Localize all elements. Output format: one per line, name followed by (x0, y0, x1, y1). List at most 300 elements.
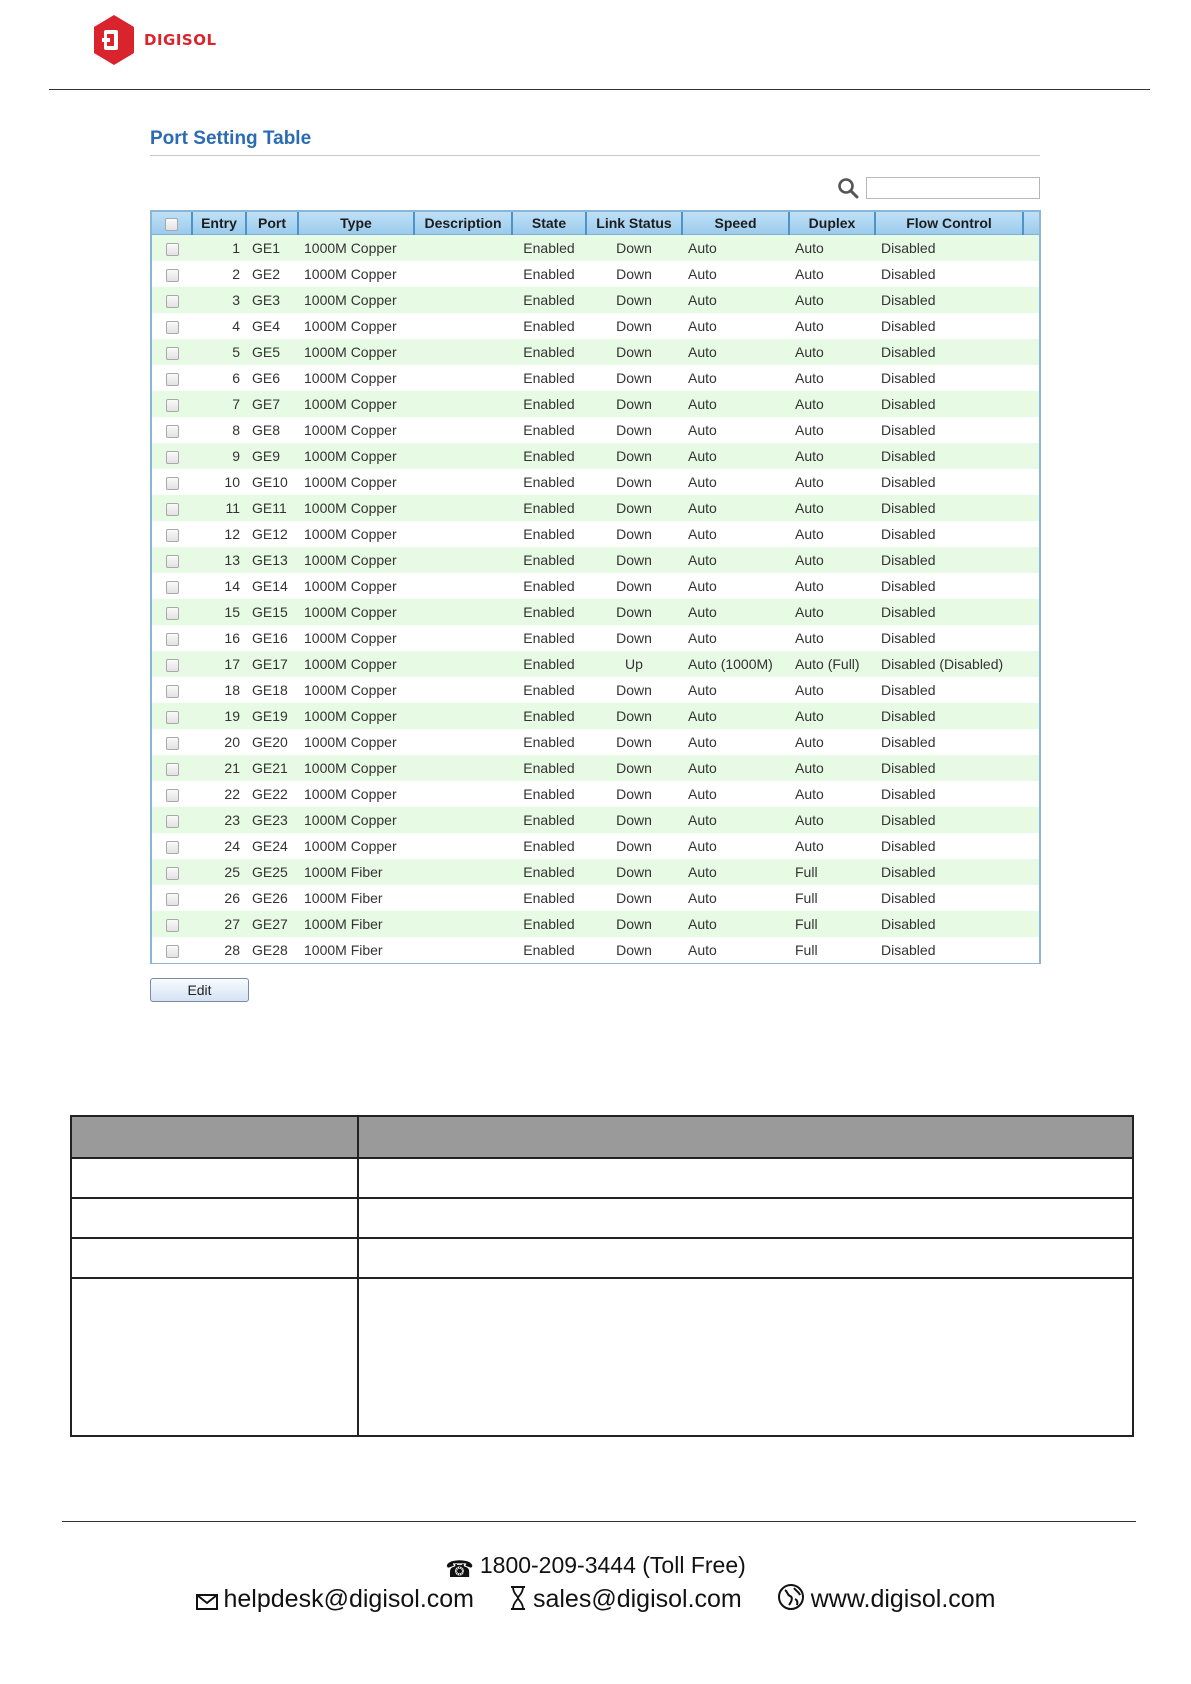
table-row[interactable] (152, 235, 1039, 262)
cell-port: GE23 (246, 807, 298, 833)
row-checkbox[interactable] (166, 295, 179, 308)
cell-entry: 5 (192, 339, 246, 365)
row-checkbox-cell (152, 573, 192, 599)
cell-duplex: Auto (789, 755, 875, 781)
cell-flow-control: Disabled (875, 443, 1023, 469)
cell-link-status: Down (586, 573, 682, 599)
table-row[interactable] (152, 729, 1039, 755)
description-cell (71, 1198, 358, 1238)
cell-type: 1000M Copper (298, 651, 414, 677)
table-row[interactable] (152, 703, 1039, 729)
cell-port: GE9 (246, 443, 298, 469)
cell-description (414, 365, 512, 391)
cell-duplex: Auto (789, 677, 875, 703)
edit-button[interactable]: Edit (150, 978, 249, 1002)
cell-speed: Auto (682, 573, 789, 599)
cell-state: Enabled (512, 729, 586, 755)
cell-duplex: Auto (789, 469, 875, 495)
row-checkbox-cell (152, 443, 192, 469)
table-row[interactable] (152, 911, 1039, 937)
row-checkbox-cell (152, 365, 192, 391)
cell-description (414, 885, 512, 911)
row-checkbox-cell (152, 235, 192, 262)
cell-state: Enabled (512, 807, 586, 833)
cell-entry: 20 (192, 729, 246, 755)
cell-filler (1023, 651, 1039, 677)
cell-state: Enabled (512, 391, 586, 417)
cell-filler (1023, 677, 1039, 703)
row-checkbox[interactable] (166, 581, 179, 594)
row-checkbox-cell (152, 703, 192, 729)
cell-duplex: Auto (789, 547, 875, 573)
cell-speed: Auto (682, 495, 789, 521)
cell-speed: Auto (682, 391, 789, 417)
cell-duplex: Auto (789, 391, 875, 417)
cell-flow-control: Disabled (875, 261, 1023, 287)
row-checkbox[interactable] (166, 737, 179, 750)
cell-filler (1023, 235, 1039, 262)
cell-filler (1023, 911, 1039, 937)
table-row[interactable] (152, 833, 1039, 859)
cell-filler (1023, 469, 1039, 495)
row-checkbox-cell (152, 859, 192, 885)
cell-filler (1023, 495, 1039, 521)
cell-flow-control: Disabled (875, 781, 1023, 807)
cell-link-status: Down (586, 729, 682, 755)
cell-state: Enabled (512, 287, 586, 313)
cell-flow-control: Disabled (875, 885, 1023, 911)
cell-filler (1023, 859, 1039, 885)
table-row[interactable] (152, 807, 1039, 833)
digisol-logo (92, 14, 217, 66)
mail-icon (196, 1593, 218, 1611)
row-checkbox[interactable] (166, 633, 179, 646)
cell-duplex: Auto (789, 495, 875, 521)
table-row[interactable] (152, 469, 1039, 495)
table-row[interactable] (152, 443, 1039, 469)
table-row[interactable] (152, 599, 1039, 625)
cell-state: Enabled (512, 911, 586, 937)
phone-icon: ☎ (445, 1556, 474, 1582)
description-table-row (71, 1198, 1133, 1238)
row-checkbox-cell (152, 625, 192, 651)
cell-description (414, 807, 512, 833)
cell-port: GE6 (246, 365, 298, 391)
row-checkbox[interactable] (166, 399, 179, 412)
cell-speed: Auto (682, 417, 789, 443)
cell-speed: Auto (682, 625, 789, 651)
table-row[interactable] (152, 261, 1039, 287)
row-checkbox[interactable] (166, 321, 179, 334)
cell-flow-control: Disabled (875, 235, 1023, 262)
cell-link-status: Down (586, 469, 682, 495)
column-header-state[interactable]: State (512, 212, 586, 235)
cell-link-status: Down (586, 807, 682, 833)
row-checkbox[interactable] (166, 607, 179, 620)
column-header-duplex[interactable]: Duplex (789, 212, 875, 235)
table-row[interactable] (152, 417, 1039, 443)
table-row[interactable] (152, 755, 1039, 781)
cell-flow-control: Disabled (875, 729, 1023, 755)
cell-flow-control: Disabled (875, 521, 1023, 547)
cell-link-status: Down (586, 365, 682, 391)
globe-icon (777, 1583, 805, 1611)
cell-entry: 26 (192, 885, 246, 911)
row-checkbox-cell (152, 521, 192, 547)
row-checkbox[interactable] (166, 243, 179, 256)
cell-type: 1000M Copper (298, 781, 414, 807)
cell-duplex: Full (789, 859, 875, 885)
footer-website (777, 1583, 996, 1614)
cell-link-status: Down (586, 885, 682, 911)
cell-flow-control: Disabled (875, 339, 1023, 365)
description-header-cell (358, 1116, 1133, 1158)
cell-entry: 11 (192, 495, 246, 521)
cell-type: 1000M Copper (298, 521, 414, 547)
cell-filler (1023, 729, 1039, 755)
cell-type: 1000M Copper (298, 443, 414, 469)
cell-description (414, 833, 512, 859)
row-checkbox-cell (152, 261, 192, 287)
cell-description (414, 781, 512, 807)
cell-filler (1023, 807, 1039, 833)
digisol-logo-icon (92, 14, 136, 66)
table-row[interactable] (152, 573, 1039, 599)
cell-port: GE3 (246, 287, 298, 313)
row-checkbox[interactable] (166, 711, 179, 724)
cell-state: Enabled (512, 885, 586, 911)
cell-state: Enabled (512, 781, 586, 807)
cell-flow-control: Disabled (875, 495, 1023, 521)
cell-description (414, 469, 512, 495)
cell-state: Enabled (512, 417, 586, 443)
cell-entry: 4 (192, 313, 246, 339)
cell-link-status: Down (586, 443, 682, 469)
row-checkbox[interactable] (166, 529, 179, 542)
cell-entry: 13 (192, 547, 246, 573)
cell-description (414, 443, 512, 469)
table-row[interactable] (152, 495, 1039, 521)
cell-port: GE20 (246, 729, 298, 755)
row-checkbox[interactable] (166, 425, 179, 438)
description-header-cell (71, 1116, 358, 1158)
column-header-type[interactable]: Type (298, 212, 414, 235)
cell-entry: 7 (192, 391, 246, 417)
cell-port: GE22 (246, 781, 298, 807)
cell-duplex: Auto (789, 417, 875, 443)
cell-port: GE4 (246, 313, 298, 339)
cell-duplex: Full (789, 911, 875, 937)
cell-type: 1000M Copper (298, 287, 414, 313)
table-row[interactable] (152, 651, 1039, 677)
row-checkbox[interactable] (166, 659, 179, 672)
cell-duplex: Auto (789, 781, 875, 807)
cell-duplex: Auto (789, 807, 875, 833)
cell-description (414, 547, 512, 573)
cell-duplex: Auto (789, 521, 875, 547)
row-checkbox[interactable] (166, 763, 179, 776)
table-row[interactable] (152, 339, 1039, 365)
cell-entry: 16 (192, 625, 246, 651)
cell-speed: Auto (682, 807, 789, 833)
cell-port: GE5 (246, 339, 298, 365)
row-checkbox-cell (152, 833, 192, 859)
row-checkbox[interactable] (166, 893, 179, 906)
cell-speed: Auto (682, 885, 789, 911)
search-icon[interactable] (836, 176, 860, 200)
cell-state: Enabled (512, 651, 586, 677)
cell-filler (1023, 937, 1039, 963)
cell-type: 1000M Copper (298, 729, 414, 755)
cell-type: 1000M Fiber (298, 859, 414, 885)
cell-state: Enabled (512, 443, 586, 469)
cell-port: GE25 (246, 859, 298, 885)
table-row[interactable] (152, 885, 1039, 911)
description-cell (71, 1158, 358, 1198)
row-checkbox[interactable] (166, 841, 179, 854)
cell-link-status: Down (586, 833, 682, 859)
table-row[interactable] (152, 859, 1039, 885)
description-cell (358, 1158, 1133, 1198)
row-checkbox[interactable] (166, 269, 179, 282)
table-row[interactable] (152, 391, 1039, 417)
row-checkbox[interactable] (166, 451, 179, 464)
cell-state: Enabled (512, 599, 586, 625)
table-row[interactable] (152, 365, 1039, 391)
cell-flow-control: Disabled (875, 469, 1023, 495)
footer-phone (0, 1552, 1191, 1583)
cell-link-status: Down (586, 313, 682, 339)
cell-flow-control: Disabled (875, 911, 1023, 937)
cell-link-status: Down (586, 521, 682, 547)
cell-type: 1000M Copper (298, 495, 414, 521)
footer-sales (509, 1585, 742, 1614)
table-header-row (152, 212, 1039, 235)
table-row[interactable] (152, 547, 1039, 573)
cell-state: Enabled (512, 625, 586, 651)
cell-link-status: Down (586, 781, 682, 807)
website-link[interactable]: www.digisol.com (810, 1585, 996, 1613)
cell-entry: 9 (192, 443, 246, 469)
cell-description (414, 339, 512, 365)
cell-type: 1000M Copper (298, 573, 414, 599)
description-table-row (71, 1158, 1133, 1198)
table-row[interactable] (152, 287, 1039, 313)
column-header-link-status[interactable]: Link Status (586, 212, 682, 235)
cell-description (414, 625, 512, 651)
cell-duplex: Auto (789, 625, 875, 651)
row-checkbox-cell (152, 391, 192, 417)
cell-flow-control: Disabled (875, 573, 1023, 599)
cell-type: 1000M Copper (298, 339, 414, 365)
cell-entry: 17 (192, 651, 246, 677)
cell-entry: 22 (192, 781, 246, 807)
cell-speed: Auto (682, 677, 789, 703)
description-table-row (71, 1238, 1133, 1278)
column-header-entry[interactable]: Entry (192, 212, 246, 235)
cell-flow-control: Disabled (875, 833, 1023, 859)
footer-contacts (0, 1583, 1191, 1614)
row-checkbox-cell (152, 599, 192, 625)
cell-entry: 24 (192, 833, 246, 859)
row-checkbox-cell (152, 339, 192, 365)
cell-link-status: Down (586, 599, 682, 625)
cell-duplex: Auto (789, 729, 875, 755)
cell-entry: 21 (192, 755, 246, 781)
cell-link-status: Down (586, 911, 682, 937)
row-checkbox[interactable] (166, 477, 179, 490)
cell-link-status: Down (586, 339, 682, 365)
cell-type: 1000M Fiber (298, 885, 414, 911)
hourglass-icon (509, 1585, 527, 1611)
cell-state: Enabled (512, 261, 586, 287)
cell-entry: 8 (192, 417, 246, 443)
cell-speed: Auto (682, 833, 789, 859)
cell-duplex: Auto (789, 443, 875, 469)
cell-filler (1023, 313, 1039, 339)
cell-duplex: Auto (789, 703, 875, 729)
logo-text: DIGISOL (144, 31, 217, 49)
row-checkbox[interactable] (166, 555, 179, 568)
cell-speed: Auto (682, 339, 789, 365)
row-checkbox-cell (152, 417, 192, 443)
cell-entry: 1 (192, 235, 246, 262)
cell-speed: Auto (682, 469, 789, 495)
row-checkbox[interactable] (166, 503, 179, 516)
helpdesk-email[interactable]: helpdesk@digisol.com (223, 1585, 475, 1613)
cell-filler (1023, 755, 1039, 781)
row-checkbox[interactable] (166, 373, 179, 386)
cell-state: Enabled (512, 313, 586, 339)
cell-port: GE12 (246, 521, 298, 547)
cell-description (414, 417, 512, 443)
row-checkbox[interactable] (166, 867, 179, 880)
cell-description (414, 651, 512, 677)
row-checkbox[interactable] (166, 815, 179, 828)
cell-duplex: Auto (789, 339, 875, 365)
cell-filler (1023, 573, 1039, 599)
cell-port: GE26 (246, 885, 298, 911)
cell-filler (1023, 781, 1039, 807)
cell-entry: 2 (192, 261, 246, 287)
cell-filler (1023, 443, 1039, 469)
cell-description (414, 313, 512, 339)
row-checkbox-cell (152, 885, 192, 911)
row-checkbox-cell (152, 755, 192, 781)
cell-port: GE15 (246, 599, 298, 625)
cell-port: GE21 (246, 755, 298, 781)
cell-port: GE17 (246, 651, 298, 677)
column-header-flow-control[interactable]: Flow Control (875, 212, 1023, 235)
header-divider (49, 89, 1150, 90)
description-cell (71, 1238, 358, 1278)
cell-speed: Auto (682, 313, 789, 339)
cell-state: Enabled (512, 677, 586, 703)
cell-entry: 10 (192, 469, 246, 495)
cell-port: GE11 (246, 495, 298, 521)
column-header-speed[interactable]: Speed (682, 212, 789, 235)
cell-duplex: Auto (789, 833, 875, 859)
cell-entry: 12 (192, 521, 246, 547)
select-all-checkbox[interactable] (165, 218, 178, 231)
column-header-description[interactable]: Description (414, 212, 512, 235)
cell-flow-control: Disabled (875, 599, 1023, 625)
cell-type: 1000M Copper (298, 807, 414, 833)
cell-speed: Auto (682, 443, 789, 469)
phone-number: 1800-209-3444 (Toll Free) (479, 1552, 746, 1578)
cell-duplex: Auto (789, 365, 875, 391)
cell-description (414, 573, 512, 599)
cell-type: 1000M Fiber (298, 911, 414, 937)
cell-speed: Auto (682, 703, 789, 729)
cell-entry: 14 (192, 573, 246, 599)
cell-description (414, 599, 512, 625)
cell-entry: 28 (192, 937, 246, 963)
row-checkbox[interactable] (166, 945, 179, 958)
cell-filler (1023, 625, 1039, 651)
cell-filler (1023, 287, 1039, 313)
cell-speed: Auto (682, 781, 789, 807)
cell-link-status: Down (586, 625, 682, 651)
table-row[interactable] (152, 521, 1039, 547)
cell-speed: Auto (682, 859, 789, 885)
cell-filler (1023, 833, 1039, 859)
cell-port: GE7 (246, 391, 298, 417)
row-checkbox[interactable] (166, 685, 179, 698)
cell-link-status: Down (586, 703, 682, 729)
cell-duplex: Auto (789, 313, 875, 339)
row-checkbox-cell (152, 547, 192, 573)
column-header-port[interactable]: Port (246, 212, 298, 235)
search-input[interactable] (866, 177, 1040, 199)
table-body (152, 235, 1039, 964)
description-cell (358, 1238, 1133, 1278)
cell-duplex: Auto (789, 573, 875, 599)
table-row[interactable] (152, 781, 1039, 807)
cell-filler (1023, 885, 1039, 911)
cell-speed: Auto (682, 261, 789, 287)
cell-flow-control: Disabled (875, 365, 1023, 391)
cell-type: 1000M Copper (298, 469, 414, 495)
cell-link-status: Down (586, 937, 682, 963)
row-checkbox-cell (152, 911, 192, 937)
table-row[interactable] (152, 625, 1039, 651)
cell-description (414, 703, 512, 729)
title-divider (150, 155, 1040, 156)
table-row[interactable] (152, 937, 1039, 963)
cell-entry: 3 (192, 287, 246, 313)
row-checkbox[interactable] (166, 347, 179, 360)
cell-type: 1000M Fiber (298, 937, 414, 963)
row-checkbox[interactable] (166, 919, 179, 932)
cell-entry: 18 (192, 677, 246, 703)
cell-link-status: Down (586, 755, 682, 781)
cell-port: GE1 (246, 235, 298, 262)
cell-entry: 25 (192, 859, 246, 885)
table-row[interactable] (152, 313, 1039, 339)
sales-email[interactable]: sales@digisol.com (532, 1585, 742, 1613)
cell-type: 1000M Copper (298, 261, 414, 287)
cell-description (414, 287, 512, 313)
cell-type: 1000M Copper (298, 391, 414, 417)
cell-port: GE19 (246, 703, 298, 729)
cell-filler (1023, 261, 1039, 287)
row-checkbox[interactable] (166, 789, 179, 802)
cell-duplex: Auto (789, 261, 875, 287)
table-row[interactable] (152, 677, 1039, 703)
cell-description (414, 937, 512, 963)
column-header-filler (1023, 212, 1039, 235)
